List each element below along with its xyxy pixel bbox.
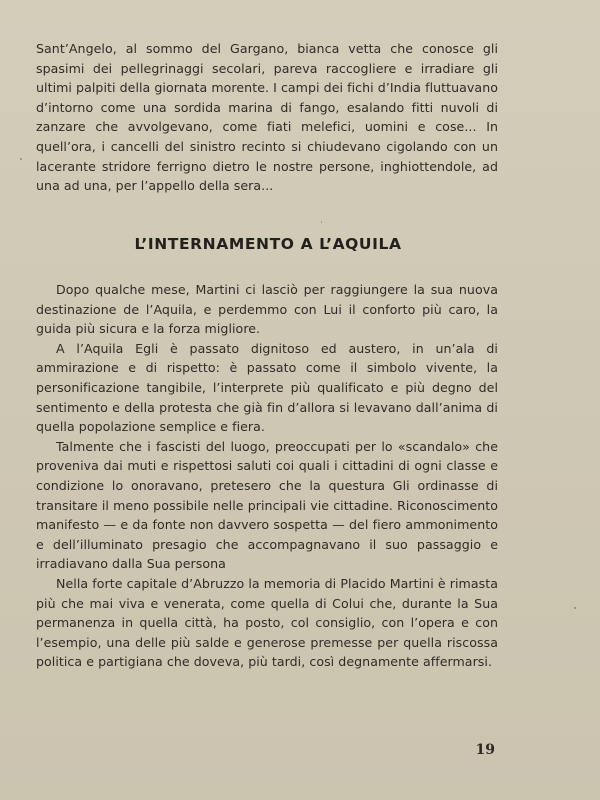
paper-speck — [574, 607, 576, 609]
paper-speck — [20, 158, 22, 160]
body-paragraph-1: Dopo qualche mese, Martini ci lasciò per raggiungere la sua nuova destinazione de l’Aquila, e perdemmo con Lui il conforto più caro, la guida più sicura e la forza migliore. — [36, 282, 498, 337]
body-paragraph-2: A l’Aquila Egli è passato dignitoso ed austero, in un’ala di ammirazione e di rispetto: è passato come il simbolo vivente, la personificazione tangibile, l’interprete più qualificato e più degno del sentimento e della protesta che già fin d’allora si levavano dall’anima di quella popolazione semplice e fiera. — [36, 340, 498, 435]
body-paragraph-3: Talmente che i fascisti del luogo, preoccupati per lo «scandalo» che proveniva dai muti e rispettosi saluti coi quali i cittadini di ogni classe e condizione lo onoravano, pretesero che la questura Gli ordinasse di transitare il meno possibile nelle principali vie cittadine. Riconoscimento manifesto — e da fonte non davvero sospetta — del fiero ammonimento e dell’illuminato presagio che accompagnavano il suo passaggio e irradiavano dalla Sua persona — [36, 438, 498, 572]
section-heading: L’INTERNAMENTO A L’AQUILA — [134, 235, 402, 253]
paper-speck — [321, 221, 322, 223]
body-paragraph-4: Nella forte capitale d’Abruzzo la memoria di Placido Martini è rimasta più che mai viva e venerata, come quella di Colui che, durante la Sua permanenza in quella città, ha posto, col consiglio, con l’opera e con l’esempio, una delle più salde e generose premesse per quella riscossa politica e partigiana che doveva, più tardi, così degnamente affermarsi. — [36, 575, 498, 670]
section-body — [36, 280, 498, 680]
top-paragraph-block — [36, 39, 498, 199]
page-number: 19 — [475, 742, 495, 758]
top-paragraph: Sant’Angelo, al sommo del Gargano, bianca vetta che conosce gli spasimi dei pellegrinaggi secolari, pareva raccogliere e irradiare gli ultimi palpiti della giornata morente. I campi dei fichi d’India fluttuavano d’intorno come una sordida marina di fango, esalando fitti nuvoli di zanzare che avvolgevano, come fiati melefici, uomini e cose... In quell’ora, i cancelli del sinistro recinto si chiudevano cigolando con un lacerante stridore ferrigno dietro le nostre persone, inghiottendole, ad una ad una, per l’appello della sera... — [36, 41, 498, 194]
